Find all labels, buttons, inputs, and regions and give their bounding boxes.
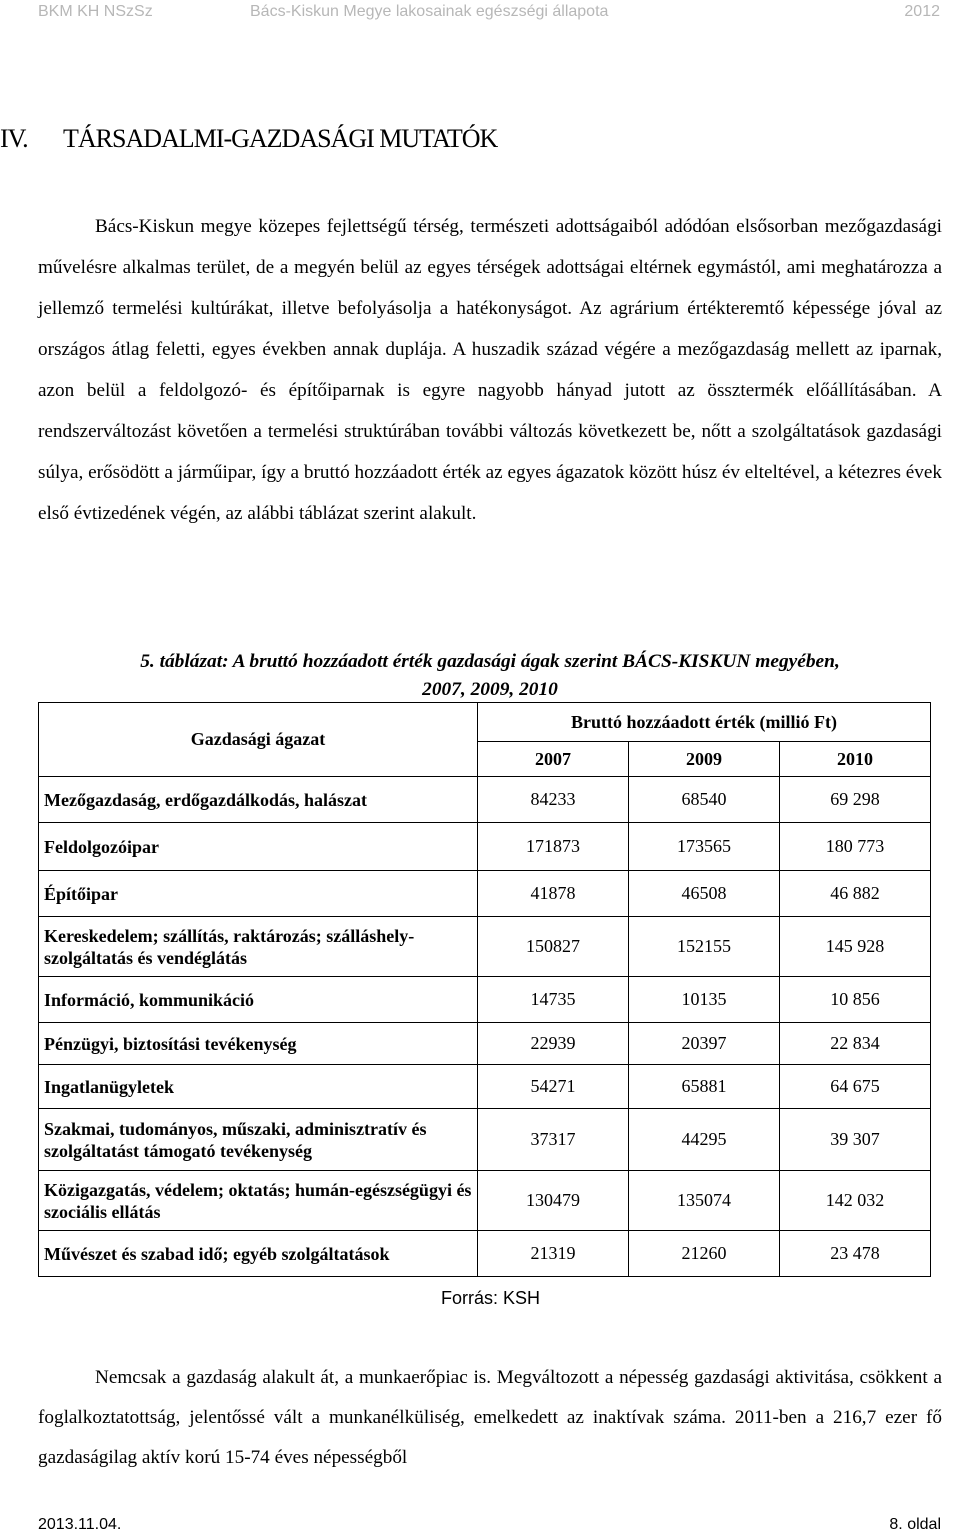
intro-paragraph: Bács-Kiskun megye közepes fejlettségű térség, természeti adottságaiból adódóan elsősorban mezőgazdasági művelésre alkalmas terület, de a megyén belül az egyes térségek adottságai eltérnek egymástól, ami meghatározza a jellemző termelési kultúrákat, illetve befolyásolja a hatékonyságot. Az agrárium értékteremtő képessége jóval az országos átlag feletti, egyes években annak duplája. A huszadik század végére a mezőgazdaság mellett az iparnak, azon belül a feldolgozó- és építőiparnak is egyre nagyobb hányad jutott az össztermék előállításában. A rendszerváltozást követően a termelési struktúrában további változás következett be, nőtt a szolgáltatások gazdasági súlya, erősödött a járműipar, így a bruttó hozzáadott érték az egyes ágazatok között húsz év elteltével, a kétezres évek első évtizedének végén, az alábbi táblázat szerint alakult. xyxy=(38,216,942,524)
row-sector: Feldolgozóipar xyxy=(39,823,478,871)
cell-2010: 10 856 xyxy=(780,977,931,1023)
cell-2009: 44295 xyxy=(629,1109,780,1171)
page-header xyxy=(0,0,960,25)
cell-2007: 130479 xyxy=(478,1171,629,1231)
section-number: IV. xyxy=(0,124,28,153)
cell-2010: 46 882 xyxy=(780,871,931,917)
labour-paragraph: Nemcsak a gazdaság alakult át, a munkaerőpiac is. Megváltozott a népesség gazdasági aktivitása, csökkent a foglalkoztatottság, jelentőssé vált a munkanélküliség, emelkedett az inaktívak száma. 2011-ben a 216,7 ezer fő gazdaságilag aktív korú 15-74 éves népességből xyxy=(38,1367,942,1468)
cell-2010: 64 675 xyxy=(780,1065,931,1109)
table-row xyxy=(39,917,931,977)
row-sector: Információ, kommunikáció xyxy=(39,977,478,1023)
col-header-group: Bruttó hozzáadott érték (millió Ft) xyxy=(478,703,931,742)
row-sector: Művészet és szabad idő; egyéb szolgáltatások xyxy=(39,1231,478,1277)
header-year: 2012 xyxy=(904,3,940,20)
cell-2007: 22939 xyxy=(478,1023,629,1065)
cell-2007: 14735 xyxy=(478,977,629,1023)
row-sector: Mezőgazdaság, erdőgazdálkodás, halászat xyxy=(39,777,478,823)
cell-2010: 23 478 xyxy=(780,1231,931,1277)
row-sector: Ingatlanügyletek xyxy=(39,1065,478,1109)
row-sector: Szakmai, tudományos, műszaki, adminisztratív és szolgáltatást támogató tevékenység xyxy=(39,1109,478,1171)
table-row xyxy=(39,1109,931,1171)
table-row xyxy=(39,1171,931,1231)
header-title: Bács-Kiskun Megye lakosainak egészségi állapota xyxy=(250,3,609,20)
cell-2009: 20397 xyxy=(629,1023,780,1065)
cell-2009: 65881 xyxy=(629,1065,780,1109)
cell-2007: 21319 xyxy=(478,1231,629,1277)
col-header-year: 2009 xyxy=(629,742,780,777)
footer-page-number: 8. oldal xyxy=(889,1516,941,1533)
cell-2007: 171873 xyxy=(478,823,629,871)
cell-2010: 142 032 xyxy=(780,1171,931,1231)
table-row xyxy=(39,823,931,871)
footer-date: 2013.11.04. xyxy=(38,1516,122,1533)
row-sector: Kereskedelem; szállítás, raktározás; szálláshely-szolgáltatás és vendéglátás xyxy=(39,917,478,977)
col-header-sector: Gazdasági ágazat xyxy=(39,703,478,777)
col-header-year: 2007 xyxy=(478,742,629,777)
table-caption xyxy=(38,648,942,704)
table-row xyxy=(39,1231,931,1277)
cell-2007: 54271 xyxy=(478,1065,629,1109)
table-row xyxy=(39,1023,931,1065)
cell-2009: 21260 xyxy=(629,1231,780,1277)
cell-2009: 46508 xyxy=(629,871,780,917)
cell-2009: 10135 xyxy=(629,977,780,1023)
cell-2010: 39 307 xyxy=(780,1109,931,1171)
cell-2009: 173565 xyxy=(629,823,780,871)
value-added-table xyxy=(38,702,931,1277)
table-row xyxy=(39,1065,931,1109)
cell-2009: 152155 xyxy=(629,917,780,977)
cell-2010: 145 928 xyxy=(780,917,931,977)
cell-2007: 41878 xyxy=(478,871,629,917)
table-source: Forrás: KSH xyxy=(441,1288,541,1308)
cell-2010: 180 773 xyxy=(780,823,931,871)
cell-2007: 84233 xyxy=(478,777,629,823)
row-sector: Pénzügyi, biztosítási tevékenység xyxy=(39,1023,478,1065)
cell-2007: 150827 xyxy=(478,917,629,977)
row-sector: Építőipar xyxy=(39,871,478,917)
table-row xyxy=(39,977,931,1023)
section-title: TÁRSADALMI-GAZDASÁGI MUTATÓK xyxy=(63,124,498,153)
page-footer xyxy=(0,1516,960,1538)
row-sector: Közigazgatás, védelem; oktatás; humán-egészségügyi és szociális ellátás xyxy=(39,1171,478,1231)
table-caption-line1: 5. táblázat: A bruttó hozzáadott érték gazdasági ágak szerint BÁCS-KISKUN megyében, xyxy=(140,651,840,672)
cell-2010: 69 298 xyxy=(780,777,931,823)
table-row xyxy=(39,777,931,823)
cell-2009: 135074 xyxy=(629,1171,780,1231)
cell-2010: 22 834 xyxy=(780,1023,931,1065)
table-row xyxy=(39,871,931,917)
table-caption-line2: 2007, 2009, 2010 xyxy=(422,679,558,700)
col-header-year: 2010 xyxy=(780,742,931,777)
cell-2009: 68540 xyxy=(629,777,780,823)
cell-2007: 37317 xyxy=(478,1109,629,1171)
header-org: BKM KH NSzSz xyxy=(38,3,153,20)
